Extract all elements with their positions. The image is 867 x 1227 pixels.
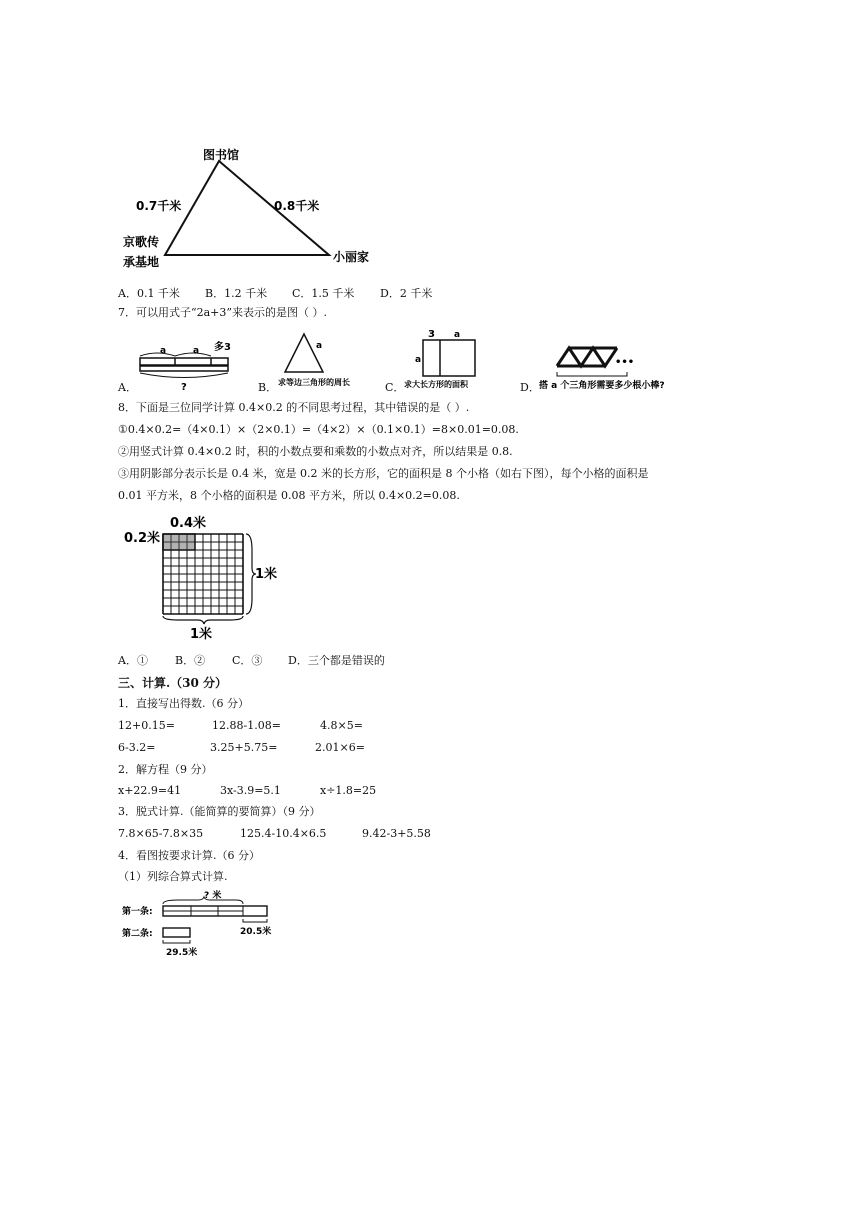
q7-option-d-figure (535, 340, 705, 392)
q8-line-1: ①0.4×0.2=（4×0.1）×（2×0.1）=（4×2）×（0.1×0.1）=8×0.01=0.08. (118, 423, 519, 436)
p1-item-4: 6-3.2= (118, 741, 156, 754)
q6-bottom-left-label-2: 承基地 (123, 255, 160, 269)
q8-bottom-label: 1米 (190, 627, 213, 642)
q8-right-label: 1米 (255, 567, 278, 582)
p4-bottom-label: 29.5米 (166, 948, 198, 958)
q8-stem: 8．下面是三位同学计算 0.4×0.2 的不同思考过程，其中错误的是（ ）. (118, 401, 470, 414)
p2-item-1: x+22.9=41 (118, 784, 182, 797)
p2-title: 2．解方程（9 分） (118, 763, 213, 776)
q8-option-d[interactable]: D．三个都是错误的 (288, 654, 385, 667)
p4-row2-label: 第二条: (122, 929, 153, 939)
q8-line-2: ②用竖式计算 0.4×0.2 时，积的小数点要和乘数的小数点对齐，所以结果是 0.8. (118, 445, 513, 458)
p2-item-2: 3x-3.9=5.1 (220, 784, 281, 797)
q7-b-label-side: a (316, 341, 323, 351)
q7-c-label-3: 3 (428, 329, 435, 340)
q7-option-c-figure (398, 326, 498, 391)
p1-item-6: 2.01×6= (315, 741, 365, 754)
p4-bar-figure (118, 886, 278, 961)
p1-item-3: 4.8×5= (320, 719, 363, 732)
q6-right-side-label: 0.8千米 (274, 199, 320, 213)
q7-c-caption: 求大长方形的面积 (404, 380, 468, 389)
p3-item-3: 9.42-3+5.58 (362, 827, 431, 840)
q7-a-label-question: ? (181, 382, 187, 393)
p4-top-label: ? 米 (204, 891, 222, 901)
q6-left-side-label: 0.7千米 (136, 199, 182, 213)
q7-option-a-letter[interactable]: A． (118, 381, 137, 394)
q6-option-d[interactable]: D．2 千米 (380, 287, 433, 300)
q8-option-b[interactable]: B．② (175, 654, 206, 667)
q8-option-a[interactable]: A．① (118, 654, 148, 667)
q6-bottom-right-label: 小丽家 (333, 250, 370, 264)
p4-row1-label: 第一条: (122, 907, 153, 917)
q7-b-caption: 求等边三角形的周长 (278, 378, 350, 387)
p4-right-label: 20.5米 (240, 927, 272, 937)
q8-top-label: 0.4米 (170, 516, 207, 531)
q6-top-label: 图书馆 (203, 148, 240, 162)
q7-option-c-letter[interactable]: C． (385, 381, 405, 394)
p3-item-1: 7.8×65-7.8×35 (118, 827, 204, 840)
q7-a-label-a2: a (193, 346, 200, 356)
q8-left-label: 0.2米 (124, 531, 161, 546)
q7-c-label-top-a: a (454, 330, 461, 340)
q8-grid-figure (118, 510, 288, 645)
q8-option-c[interactable]: C．③ (232, 654, 263, 667)
q7-option-d-letter[interactable]: D． (520, 381, 540, 394)
q7-option-b-letter[interactable]: B． (258, 381, 278, 394)
p1-item-5: 3.25+5.75= (210, 741, 278, 754)
q6-triangle-figure (115, 140, 385, 275)
q7-option-b-figure (272, 330, 372, 390)
p3-title: 3．脱式计算.（能简算的要简算）（9 分） (118, 805, 321, 818)
q7-c-label-left-a: a (415, 355, 422, 365)
q7-option-a-figure (135, 338, 235, 393)
q8-line-3b: 0.01 平方米，8 个小格的面积是 0.08 平方米，所以 0.4×0.2=0.08. (118, 489, 460, 502)
q6-option-c[interactable]: C．1.5 千米 (292, 287, 355, 300)
section3-title: 三、计算.（30 分） (118, 676, 228, 690)
p3-item-2: 125.4-10.4×6.5 (240, 827, 327, 840)
p1-item-2: 12.88-1.08= (212, 719, 281, 732)
q7-d-dots: ••• (615, 357, 635, 368)
q7-d-caption: 搭 a 个三角形需要多少根小棒? (539, 381, 665, 391)
p1-title: 1．直接写出得数.（6 分） (118, 697, 249, 710)
q6-option-b[interactable]: B．1.2 千米 (205, 287, 268, 300)
q7-a-label-a1: a (160, 346, 167, 356)
q8-line-3a: ③用阴影部分表示长是 0.4 米，宽是 0.2 米的长方形，它的面积是 8 个小格（如右下图），每个小格的面积是 (118, 467, 649, 480)
p1-item-1: 12+0.15= (118, 719, 175, 732)
q8-shaded-cells (163, 534, 195, 550)
p4-sub1: （1）列综合算式计算. (118, 870, 228, 883)
q7-a-label-more: 多3 (214, 342, 231, 353)
q7-stem: 7．可以用式子“2a+3”来表示的是图（ ）. (118, 306, 328, 319)
q6-option-a[interactable]: A．0.1 千米 (118, 287, 180, 300)
q6-bottom-left-label-1: 京歌传 (123, 235, 160, 249)
p4-title: 4．看图按要求计算.（6 分） (118, 849, 260, 862)
p2-item-3: x÷1.8=25 (320, 784, 377, 797)
